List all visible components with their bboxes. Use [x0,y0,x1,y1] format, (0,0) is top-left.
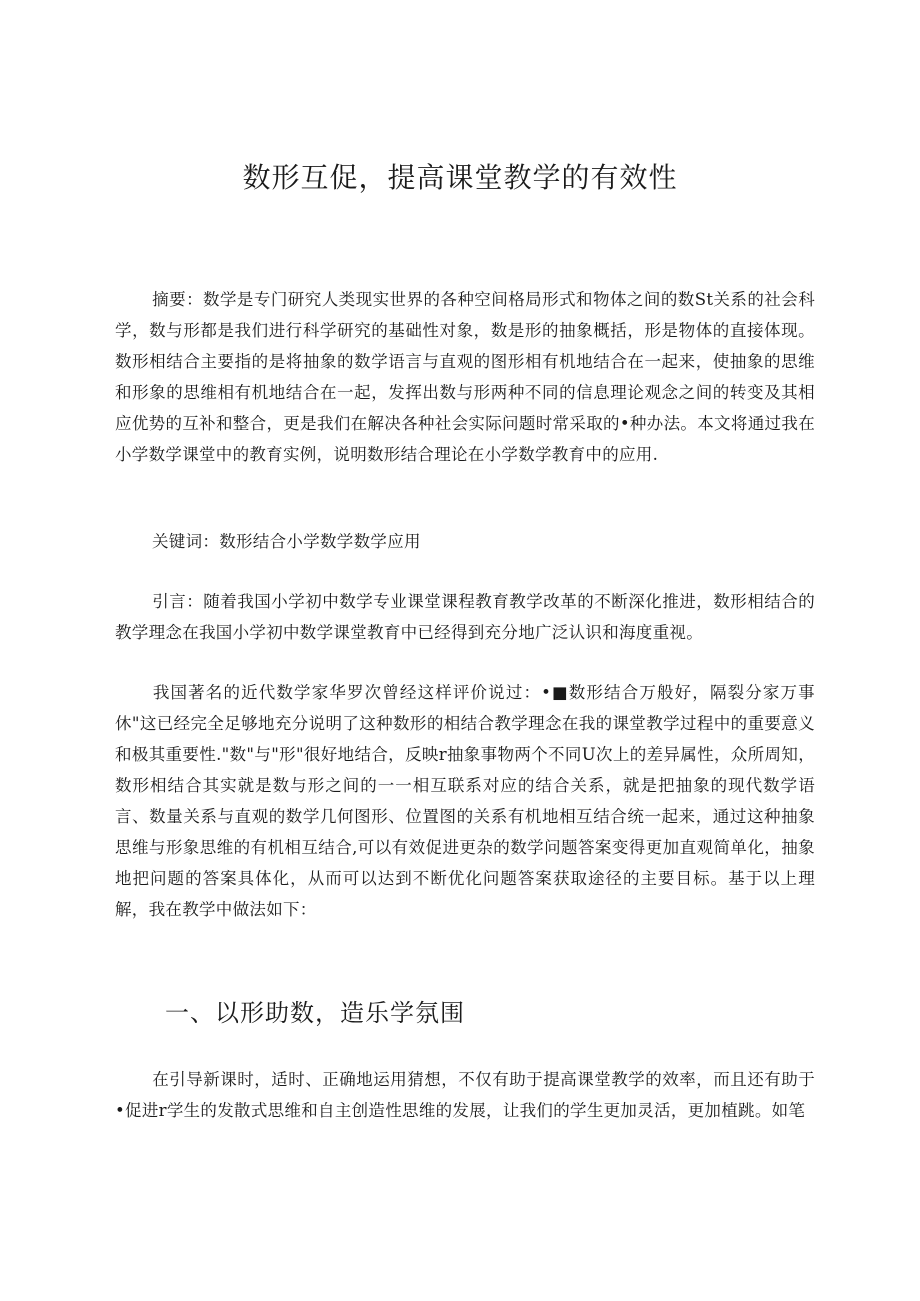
keywords-text: 关键词：数形结合小学数学数学应用 [152,532,421,551]
abstract-paragraph [115,284,815,470]
section-paragraph [115,1064,815,1126]
section-heading: 一、以形助数，造乐学氛围 [165,999,465,1027]
keywords-paragraph [115,526,815,557]
section-paragraph-text: 在引导新课时，适时、正确地运用猜想，不仅有助于提高课堂教学的效率，而且还有助于•促进r学生的发散式思维和自主创造性思维的发展，让我们的学生更加灵活，更加植跳。如笔 [115,1070,815,1120]
main-paragraph-text: 我国著名的近代数学家华罗次曾经这样评价说过：•■数形结合万般好，隔裂分家万事休"这已经完全足够地充分说明了这种数形的相结合教学理念在我的课堂教学过程中的重要意义和极其重要性."数"与"形"很好地结合，反映r抽象事物两个不同U次上的差异属性，众所周知，数形相结合其实就是数与形之间的一一相互联系对应的结合关系，就是把抽象的现代数学语言、数量关系与直观的数学几何图形、位置图的关系有机地相互结合统一起来，通过这种抽象思维与形象思维的有机相互结合,可以有效促进更杂的数学问题答案变得更加直观简单化，抽象地把问题的答案具体化，从而可以达到不断优化问题答案获取途径的主要目标。基于以上理解，我在教学中做法如下： [115,683,815,919]
introduction-text: 引言：随着我国小学初中数学专业课堂课程教育教学改革的不断深化推进，数形相结合的教学理念在我国小学初中数学课堂教育中已经得到充分地广泛认识和海度重视。 [115,592,815,642]
document-title: 数形互促，提高课堂教学的有效性 [242,161,678,194]
main-paragraph [115,677,815,925]
introduction-paragraph [115,586,815,648]
abstract-text: 摘要：数学是专门研究人类现实世界的各种空间格局形式和物体之间的数St关系的社会科学，数与形都是我们进行科学研究的基础性对象，数是形的抽象概括，形是物体的直接体现。数形相结合主要指的是将抽象的数学语言与直观的图形相有机地结合在一起来，使抽象的思维和形象的思维相有机地结合在一起，发挥出数与形两种不同的信息理论观念之间的转变及其相应优势的互补和整合，更是我们在解决各种社会实际问题时常采取的•种办法。本文将通过我在小学数学课堂中的教育实例，说明数形结合理论在小学数学教育中的应用. [115,290,815,464]
